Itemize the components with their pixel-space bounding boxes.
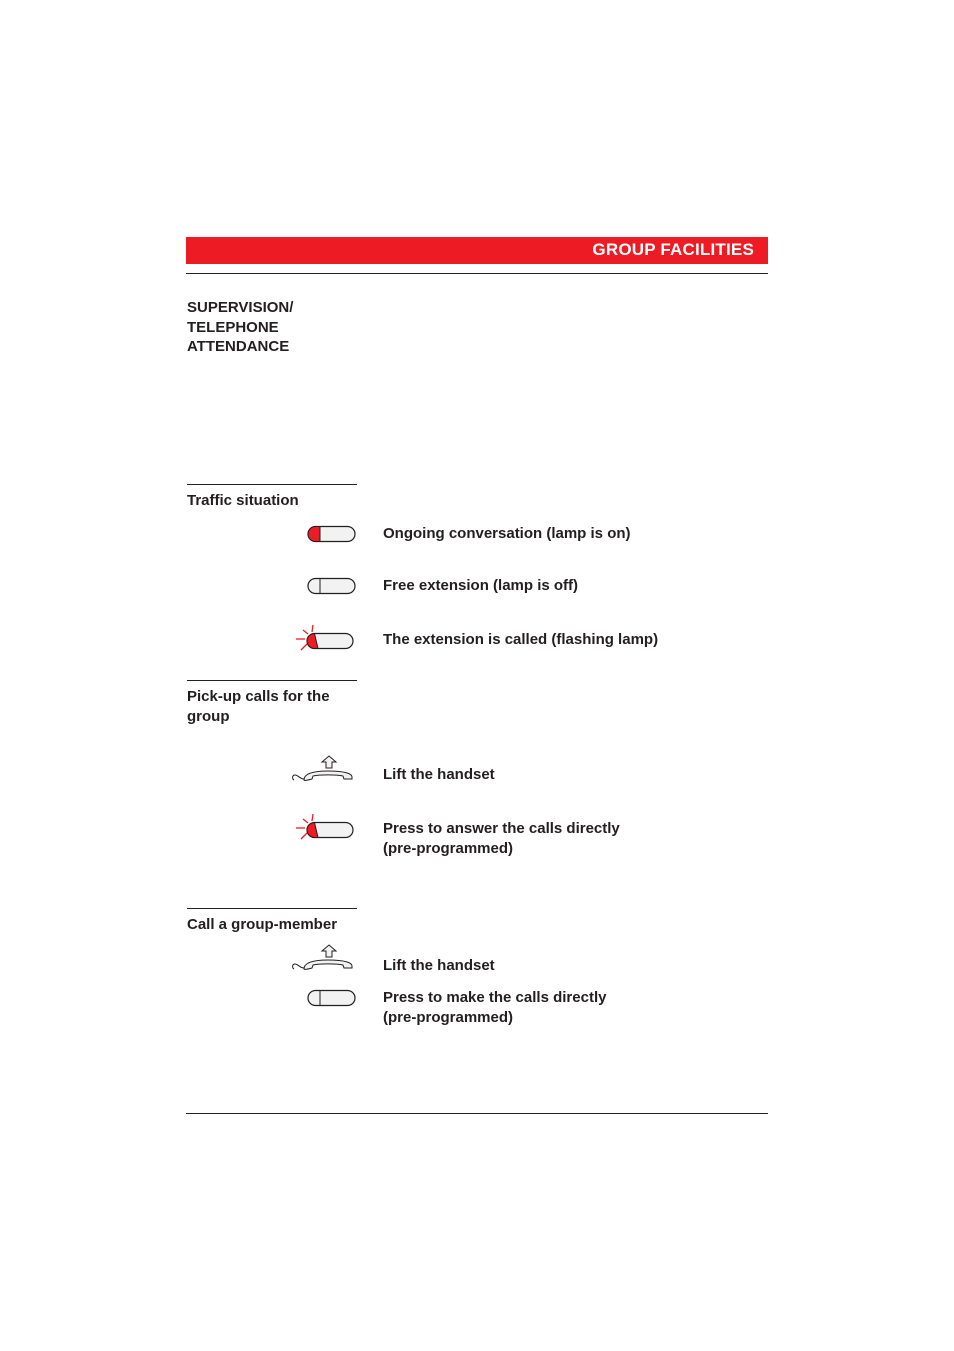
traffic-divider <box>187 484 357 485</box>
key-lamp-flashing-icon <box>294 813 358 843</box>
key-lamp-on-icon <box>306 525 358 543</box>
call-member-heading: Call a group-member <box>187 916 338 933</box>
traffic-item-ongoing: Ongoing conversation (lamp is on) <box>383 525 631 542</box>
header-bar <box>186 237 768 264</box>
section-title <box>187 298 293 357</box>
traffic-item-called: The extension is called (flashing lamp) <box>383 631 659 648</box>
section-title-line-3: ATTENDANCE <box>187 338 290 355</box>
pickup-item-answer <box>383 819 620 858</box>
traffic-heading: Traffic situation <box>187 492 299 509</box>
lift-handset-icon <box>290 944 356 972</box>
footer-divider <box>186 1113 768 1114</box>
call-member-item-press <box>383 988 606 1027</box>
call-member-item-press-line-2: (pre-programmed) <box>383 1008 514 1026</box>
section-title-line-2: TELEPHONE <box>187 318 279 336</box>
pickup-heading <box>187 687 330 726</box>
pickup-item-answer-line-1: Press to answer the calls directly <box>383 820 620 837</box>
call-member-divider <box>187 908 357 909</box>
pickup-item-answer-line-2: (pre-programmed) <box>383 839 514 857</box>
key-lamp-off-icon <box>306 989 358 1007</box>
pickup-item-lift: Lift the handset <box>383 766 495 783</box>
key-lamp-off-icon <box>306 577 358 595</box>
header-divider <box>186 273 768 274</box>
pickup-divider <box>187 680 357 681</box>
section-title-line-1: SUPERVISION/ <box>187 299 294 316</box>
key-lamp-flashing-icon <box>294 624 358 654</box>
pickup-heading-line-2: group <box>187 707 230 725</box>
call-member-item-press-line-1: Press to make the calls directly <box>383 989 607 1006</box>
lift-handset-icon <box>290 755 356 783</box>
page-header-title: GROUP FACILITIES <box>592 240 754 259</box>
pickup-heading-line-1: Pick-up calls for the <box>187 688 330 705</box>
traffic-item-free: Free extension (lamp is off) <box>383 577 579 594</box>
call-member-item-lift: Lift the handset <box>383 957 495 974</box>
